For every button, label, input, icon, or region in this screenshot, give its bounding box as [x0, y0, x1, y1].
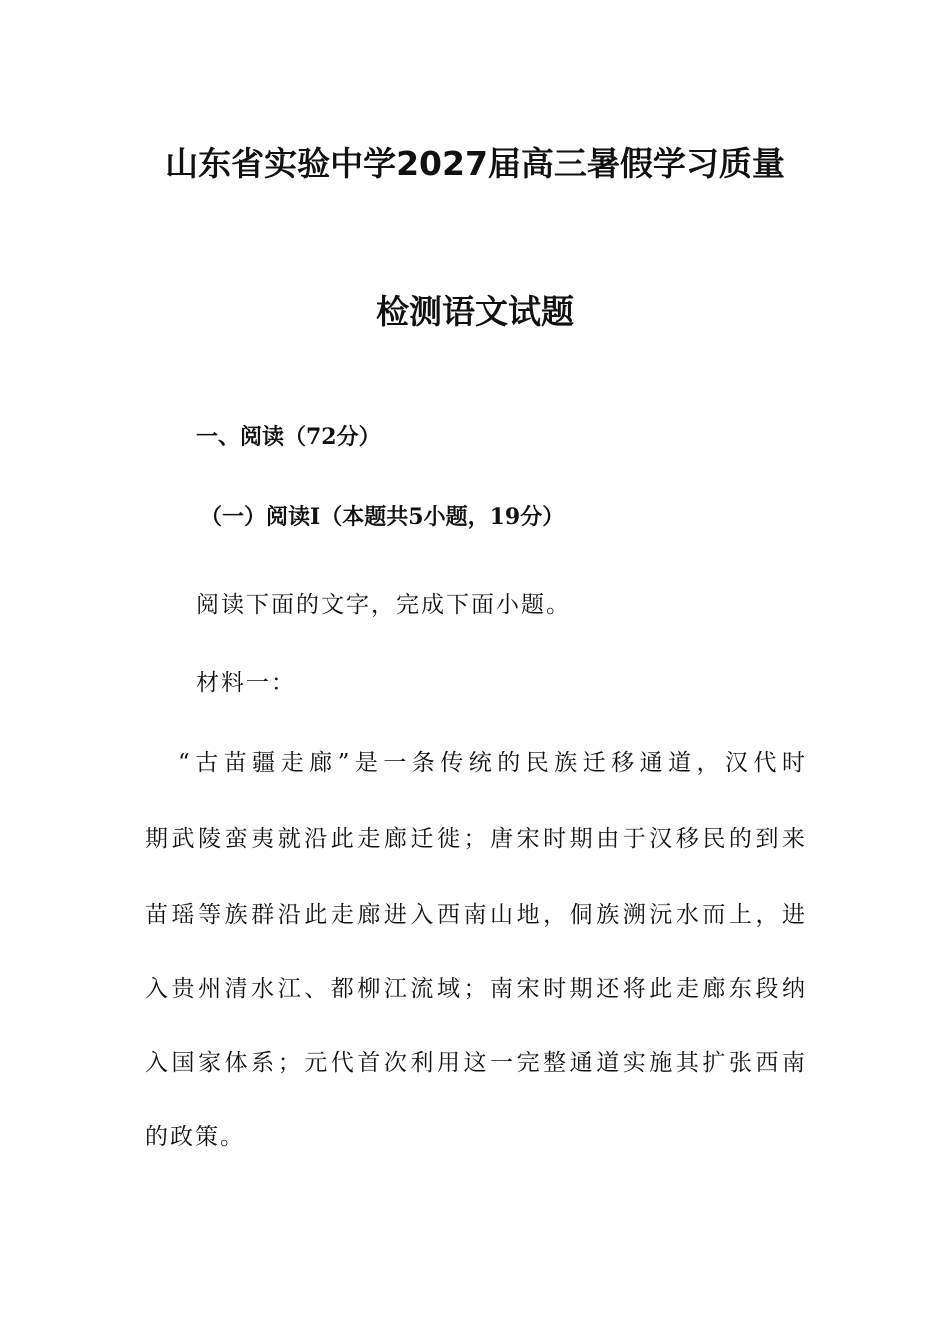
- paragraph-line: “古苗疆走廊”是一条传统的民族迁移通道，汉代时: [178, 750, 805, 776]
- document-title-line-2: 检测语文试题: [376, 292, 574, 331]
- document-title-line-1: 山东省实验中学2027届高三暑假学习质量: [165, 144, 785, 183]
- paragraph-line: 入国家体系；元代首次利用这一完整通道实施其扩张西南: [145, 1050, 805, 1076]
- section-heading: 一、阅读（72分）: [196, 424, 381, 450]
- reading-instruction: 阅读下面的文字，完成下面小题。: [196, 592, 571, 618]
- paragraph-line: 的政策。: [145, 1124, 245, 1150]
- paragraph-line: 入贵州清水江、都柳江流域；南宋时期还将此走廊东段纳: [145, 976, 805, 1002]
- subsection-heading: （一）阅读I（本题共5小题，19分）: [200, 504, 565, 530]
- paragraph-line: 苗瑶等族群沿此走廊进入西南山地，侗族溯沅水而上，进: [145, 902, 805, 928]
- paragraph-line: 期武陵蛮夷就沿此走廊迁徙；唐宋时期由于汉移民的到来: [145, 826, 805, 852]
- material-label: 材料一：: [196, 670, 296, 696]
